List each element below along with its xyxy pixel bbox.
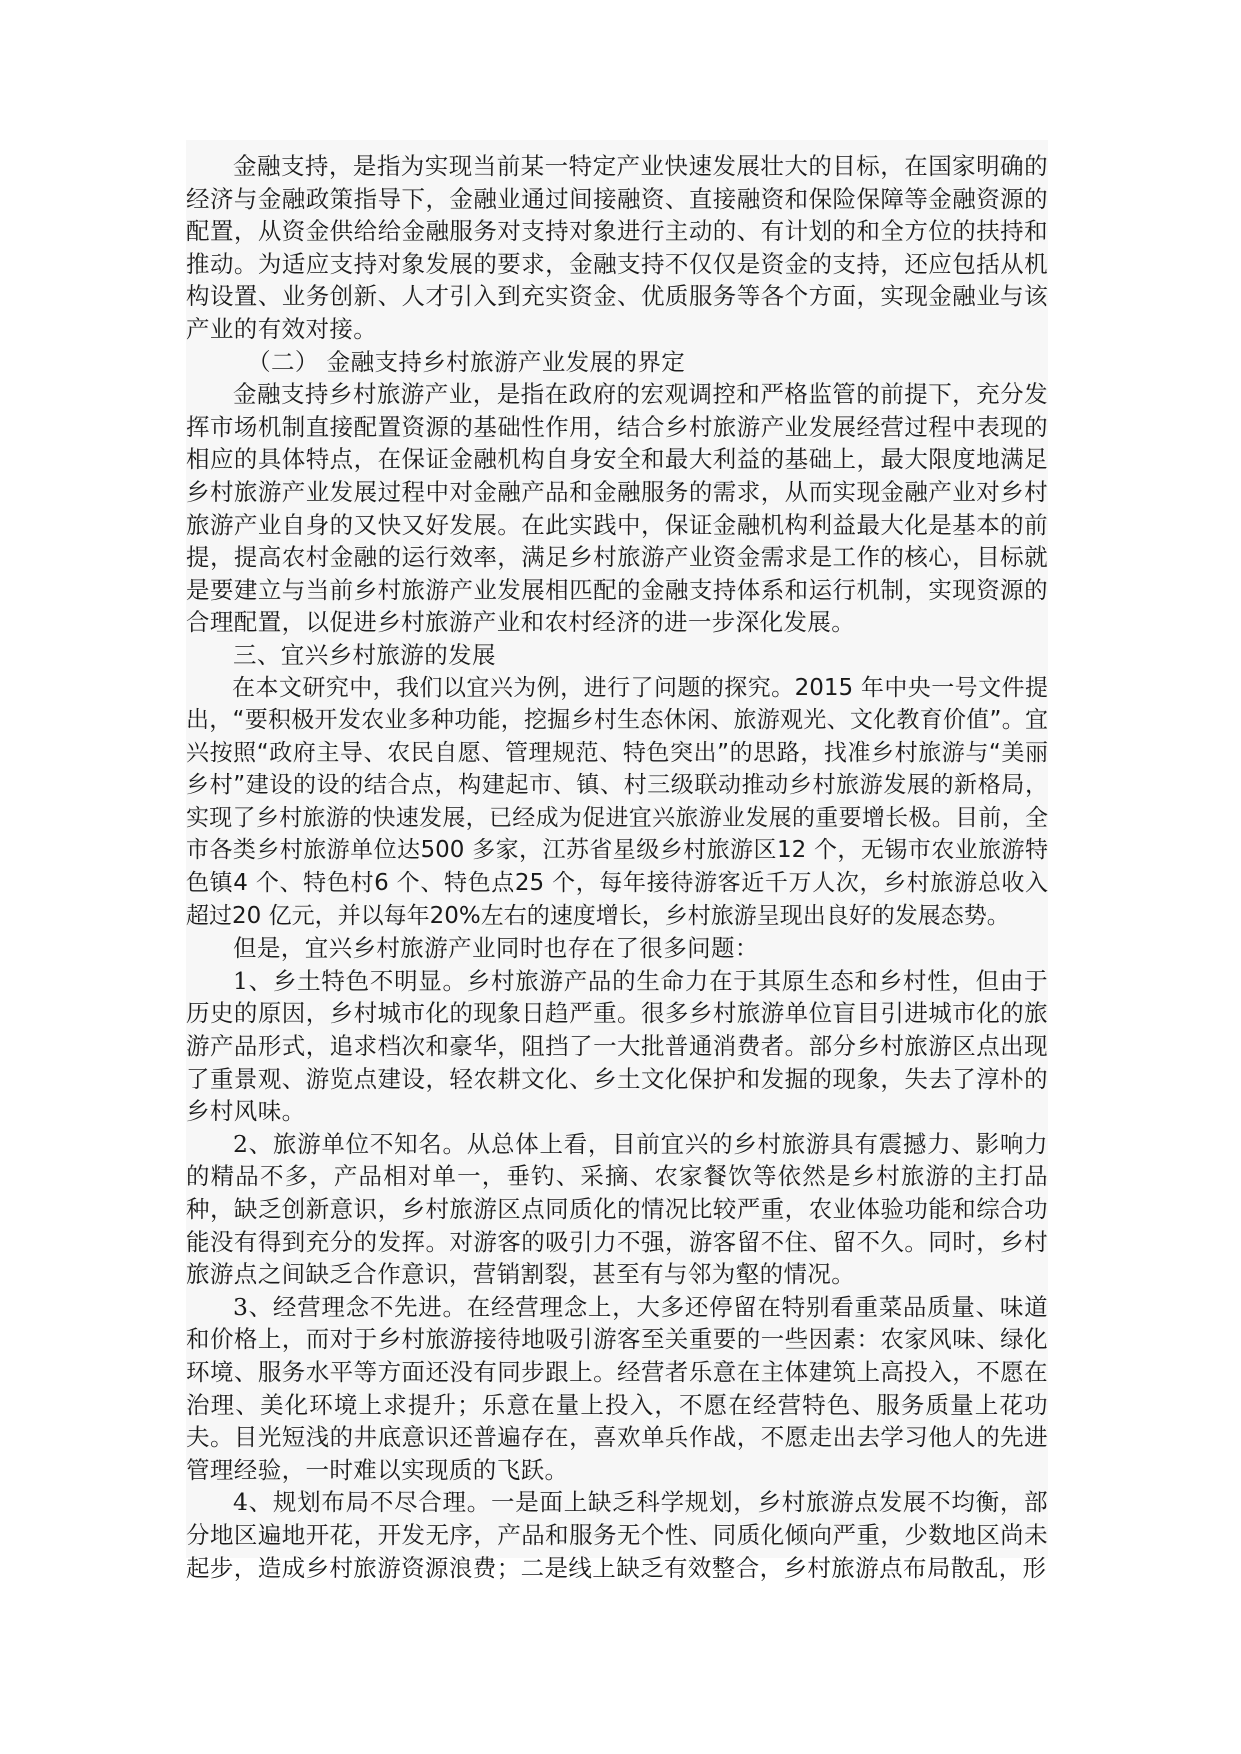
paragraph-yixing-development: 在本文研究中，我们以宜兴为例，进行了问题的探究。2015 年中央一号文件提出，“要积极开发农业多种功能，挖掘乡村生态休闲、旅游观光、文化教育价值”。宜兴按照“政府主导、农民自愿、管理规范、特色突出”的思路，找准乡村旅游与“美丽乡村”建设的设的结合点，构建起市、镇、村三级联动推动乡村旅游发展的新格局，实现了乡村旅游的快速发展，已经成为促进宜兴旅游业发展的重要增长极。目前，全市各类乡村旅游单位达500 多家，江苏省星级乡村旅游区12 个，无锡市农业旅游特色镇4 个、特色村6 个、特色点25 个，每年接待游客近千万人次，乡村旅游总收入超过20 亿元，并以每年20%左右的速度增长，乡村旅游呈现出良好的发展态势。 bbox=[186, 674, 1048, 929]
paragraph-problem-1: 1、乡土特色不明显。乡村旅游产品的生命力在于其原生态和乡村性，但由于历史的原因，乡村城市化的现象日趋严重。很多乡村旅游单位盲目引进城市化的旅游产品形式，追求档次和豪华，阻挡了一大批普通消费者。部分乡村旅游区点出现了重景观、游览点建设，轻农耕文化、乡土文化保护和发掘的现象，失去了淳朴的乡村风味。 bbox=[186, 966, 1048, 1126]
paragraph-financial-support-definition: 金融支持，是指为实现当前某一特定产业快速发展壮大的目标，在国家明确的经济与金融政策指导下，金融业通过间接融资、直接融资和保险保障等金融资源的配置，从资金供给给金融服务对支持对象进行主动的、有计划的和全方位的扶持和推动。为适应支持对象发展的要求，金融支持不仅仅是资金的支持，还应包括从机构设置、业务创新、人才引入到充实资金、优质服务等各个方面，实现金融业与该产业的有效对接。 bbox=[186, 152, 1048, 343]
paragraph-problem-4: 4、规划布局不尽合理。一是面上缺乏科学规划，乡村旅游点发展不均衡，部分地区遍地开花，开发无序，产品和服务无个性、同质化倾向严重，少数地区尚未起步，造成乡村旅游资源浪费；二是线上缺乏有效整合，乡村旅游点布局散乱，形 bbox=[186, 1488, 1048, 1582]
document-body bbox=[186, 150, 1048, 1584]
paragraph-problems-intro: 但是，宜兴乡村旅游产业同时也存在了很多问题： bbox=[233, 934, 759, 963]
paragraph-problem-2: 2、旅游单位不知名。从总体上看，目前宜兴的乡村旅游具有震撼力、影响力的精品不多，产品相对单一，垂钓、采摘、农家餐饮等依然是乡村旅游的主打品种，缺乏创新意识，乡村旅游区点同质化的情况比较严重，农业体验功能和综合功能没有得到充分的发挥。对游客的吸引力不强，游客留不住、留不久。同时，乡村旅游点之间缺乏合作意识，营销割裂，甚至有与邻为壑的情况。 bbox=[186, 1129, 1048, 1289]
paragraph-problem-3: 3、经营理念不先进。在经营理念上，大多还停留在特别看重菜品质量、味道和价格上，而对于乡村旅游接待地吸引游客至关重要的一些因素：农家风味、绿化环境、服务水平等方面还没有同步跟上。经营者乐意在主体建筑上高投入，不愿在治理、美化环境上求提升；乐意在量上投入，不愿在经营特色、服务质量上花功夫。目光短浅的井底意识还普遍存在，喜欢单兵作战，不愿走出去学习他人的先进管理经验，一时难以实现质的飞跃。 bbox=[186, 1292, 1048, 1484]
section-heading-3: 三、宜兴乡村旅游的发展 bbox=[233, 640, 496, 669]
section-subheading-2: （二） 金融支持乡村旅游产业发展的界定 bbox=[247, 347, 686, 376]
paragraph-rural-tourism-finance-definition: 金融支持乡村旅游产业，是指在政府的宏观调控和严格监管的前提下，充分发挥市场机制直接配置资源的基础性作用，结合乡村旅游产业发展经营过程中表现的相应的具体特点，在保证金融机构自身安全和最大利益的基础上，最大限度地满足乡村旅游产业发展过程中对金融产品和金融服务的需求，从而实现金融产业对乡村旅游产业自身的又快又好发展。在此实践中，保证金融机构利益最大化是基本的前提，提高农村金融的运行效率，满足乡村旅游产业资金需求是工作的核心，目标就是要建立与当前乡村旅游产业发展相匹配的金融支持体系和运行机制，实现资源的合理配置，以促进乡村旅游产业和农村经济的进一步深化发展。 bbox=[186, 380, 1048, 637]
